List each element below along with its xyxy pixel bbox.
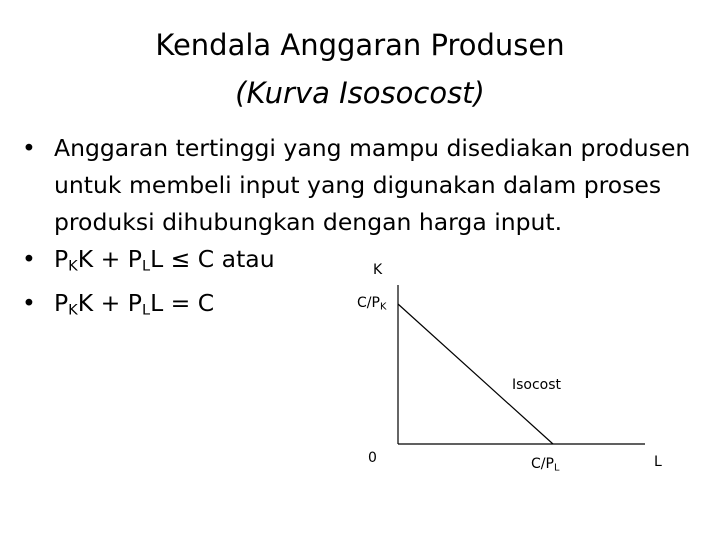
page-title: Kendala Anggaran Produsen	[155, 28, 565, 62]
y-axis-label: K	[373, 262, 383, 278]
bullet-glyph: •	[22, 134, 36, 162]
bullet-glyph: •	[22, 245, 36, 273]
budget-inequality: $P_KK + P_LL \le C$ atau	[54, 245, 275, 275]
isocost-line	[398, 304, 553, 444]
x-intercept-label: $C/P_L$	[531, 456, 560, 474]
page-subtitle: (Kurva Isosocost)	[235, 76, 485, 110]
isocost-label: Isocost	[512, 377, 562, 393]
y-intercept-label: $C/P_K$	[357, 295, 387, 313]
bullet-text-definition: Anggaran tertinggi yang mampu disediakan produsen untuk membeli input yang digunakan dalam proses produksi dihubungkan dengan harga input.	[54, 134, 691, 236]
origin-label: 0	[368, 450, 377, 466]
x-axis-label: L	[654, 454, 662, 470]
bullet-glyph: •	[22, 288, 36, 317]
budget-equation: $P_KK + P_LL = C$	[54, 288, 215, 319]
